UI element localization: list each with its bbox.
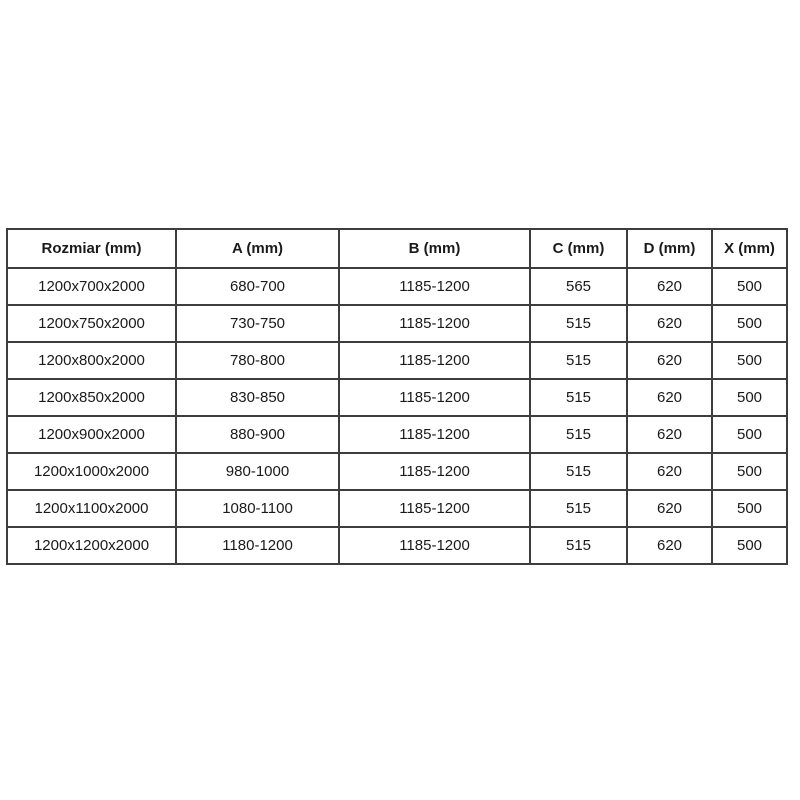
table-row: [7, 305, 787, 342]
table-cell: 880-900: [176, 416, 339, 453]
table-row: [7, 453, 787, 490]
table-cell: 1185-1200: [339, 453, 530, 490]
table-row: [7, 527, 787, 564]
table-cell: 1185-1200: [339, 416, 530, 453]
table-cell: 1200x850x2000: [7, 379, 176, 416]
table-cell: 1200x900x2000: [7, 416, 176, 453]
table-cell: 500: [712, 342, 787, 379]
header-cell: D (mm): [627, 229, 712, 268]
table-cell: 500: [712, 305, 787, 342]
table-cell: 500: [712, 268, 787, 305]
table-cell: 500: [712, 416, 787, 453]
table-cell: 500: [712, 490, 787, 527]
table-cell: 620: [627, 268, 712, 305]
table-row: [7, 490, 787, 527]
table-cell: 980-1000: [176, 453, 339, 490]
table-cell: 680-700: [176, 268, 339, 305]
table-cell: 1185-1200: [339, 490, 530, 527]
table-cell: 1200x750x2000: [7, 305, 176, 342]
header-cell: X (mm): [712, 229, 787, 268]
table-cell: 565: [530, 268, 627, 305]
table-cell: 515: [530, 379, 627, 416]
table-cell: 1185-1200: [339, 268, 530, 305]
table-cell: 515: [530, 490, 627, 527]
table-cell: 1185-1200: [339, 527, 530, 564]
table-cell: 1200x700x2000: [7, 268, 176, 305]
table-cell: 1200x1100x2000: [7, 490, 176, 527]
table-cell: 515: [530, 527, 627, 564]
header-row: [7, 229, 787, 268]
table-row: [7, 416, 787, 453]
table-cell: 515: [530, 342, 627, 379]
table-cell: 1180-1200: [176, 527, 339, 564]
header-cell: B (mm): [339, 229, 530, 268]
table-cell: 620: [627, 305, 712, 342]
table-cell: 1185-1200: [339, 342, 530, 379]
dimensions-table-container: [6, 228, 788, 565]
dimensions-table: [6, 228, 788, 565]
table-cell: 620: [627, 416, 712, 453]
table-row: [7, 379, 787, 416]
table-row: [7, 268, 787, 305]
table-cell: 500: [712, 527, 787, 564]
header-cell: C (mm): [530, 229, 627, 268]
table-body: [7, 268, 787, 564]
table-cell: 780-800: [176, 342, 339, 379]
table-cell: 515: [530, 453, 627, 490]
table-cell: 500: [712, 379, 787, 416]
table-cell: 730-750: [176, 305, 339, 342]
table-cell: 620: [627, 342, 712, 379]
table-row: [7, 342, 787, 379]
table-cell: 515: [530, 416, 627, 453]
table-cell: 1200x1200x2000: [7, 527, 176, 564]
table-cell: 1200x800x2000: [7, 342, 176, 379]
table-cell: 1080-1100: [176, 490, 339, 527]
table-cell: 830-850: [176, 379, 339, 416]
table-cell: 620: [627, 527, 712, 564]
table-cell: 620: [627, 453, 712, 490]
header-cell: Rozmiar (mm): [7, 229, 176, 268]
table-cell: 1185-1200: [339, 305, 530, 342]
table-cell: 620: [627, 490, 712, 527]
table-cell: 1185-1200: [339, 379, 530, 416]
table-cell: 620: [627, 379, 712, 416]
table-cell: 1200x1000x2000: [7, 453, 176, 490]
table-cell: 500: [712, 453, 787, 490]
header-cell: A (mm): [176, 229, 339, 268]
table-cell: 515: [530, 305, 627, 342]
